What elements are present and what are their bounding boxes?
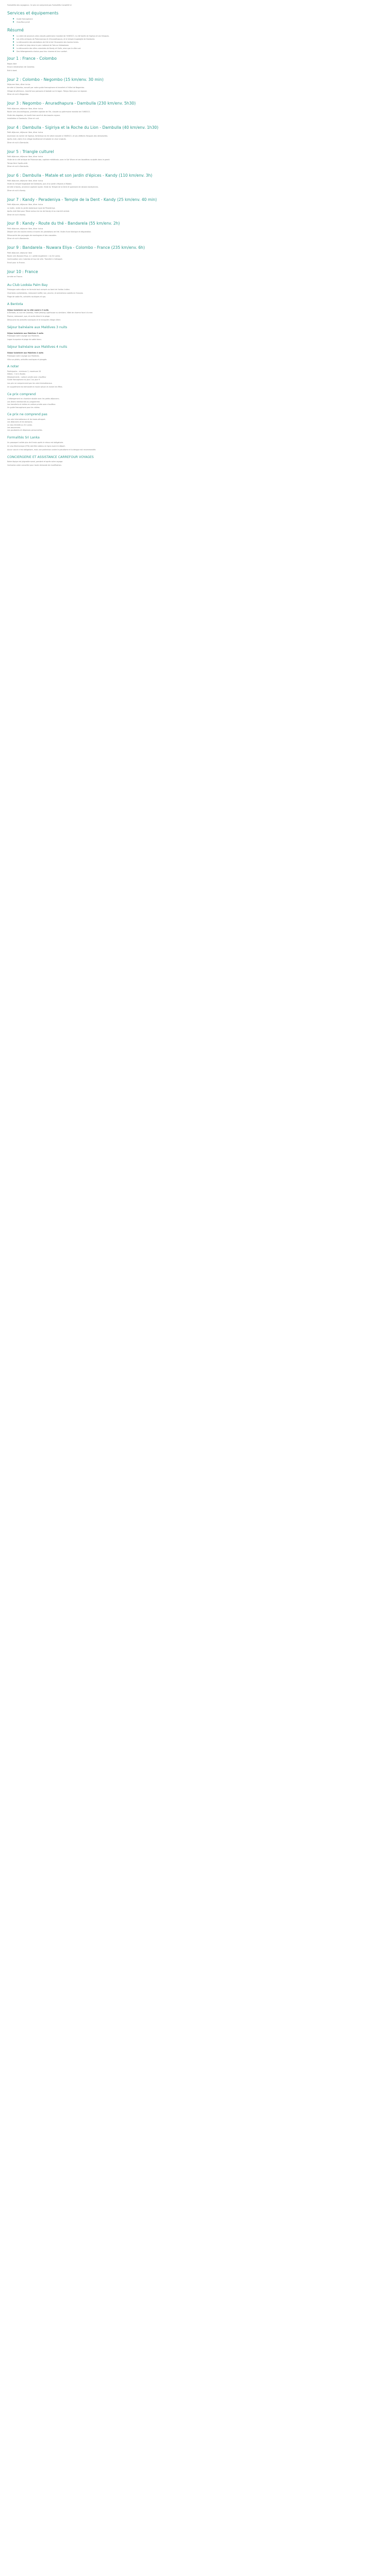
day-title: Jour 5 : Triangle culturel [7, 149, 54, 154]
list-item: Le visa d'entrée au Sri Lanka. [7, 423, 32, 426]
day-text: Arrivée à Colombo, accueil par notre guide francophone et transfert à l'hôtel de Negombo. [7, 87, 85, 89]
day-text: Dîner et nuit à Dambulla. [7, 165, 29, 168]
list-item: Les déjeuners et les boissons. [7, 421, 33, 423]
maldives-section-2 [7, 345, 384, 361]
contact-title: CONCIERGERIE ET ASSISTANCE CARREFOUR VOYAGES [7, 455, 94, 459]
day-text: Visite des dagobas, du bodhi tree sacré et des bassins royaux. [7, 114, 61, 116]
meals-text: Déjeuner libre, dîner inclus [7, 83, 30, 86]
day-block [7, 77, 384, 96]
meals-text: Petit déjeuner, déjeuner libre, dîner inclus [7, 179, 43, 182]
extension-section [7, 302, 384, 321]
extension-text: Piscine, restaurant, spa, et accès direct à la plage. [7, 315, 51, 318]
services-list [7, 18, 384, 24]
day-text: Après-midi libre pour flâner autour du lac de Kandy et au marché central. [7, 210, 70, 213]
day-title: Jour 6 : Dambulla - Matale et son jardin d'épices - Kandy (110 km/env. 3h) [7, 173, 153, 178]
day-text: Après-midi, visite d'un village traditionnel et balade en char à bœufs. [7, 138, 67, 141]
meals-text: Petit déjeuner, déjeuner libre, dîner inclus [7, 204, 43, 206]
description-list [7, 35, 384, 53]
contact-section [7, 455, 384, 467]
day-block [7, 56, 384, 72]
notes-list [7, 370, 384, 381]
day-text: Le matin, visite du jardin botanique royal de Peradeniya. [7, 207, 56, 209]
day-block [7, 125, 384, 144]
meals-text: Petit déjeuner, déjeuner libre [7, 251, 32, 254]
list-item: Un guide francophone pour les visites. [7, 406, 40, 409]
list-item: L'hébergement en chambre double avec les petits déjeuners. [7, 398, 60, 400]
page [0, 0, 391, 474]
meals-text: Petit déjeuner, déjeuner libre, dîner inclus [7, 107, 43, 110]
day-text: Temps libre l'après-midi. [7, 162, 28, 164]
list-item: ■ Guide francophone [17, 18, 384, 21]
excludes-section [7, 412, 384, 432]
services-title: Services et équipements [7, 10, 59, 15]
list-item: Participants : minimum 2, maximum 20 [7, 370, 41, 372]
meals-text: Petit déjeuner, déjeuner libre, dîner inclus [7, 155, 43, 158]
day-text: Envol pour la France. [7, 261, 25, 264]
day-title: Jour 2 : Colombo - Negombo (15 km/env. 30 min) [7, 77, 104, 82]
day-text: Dîner et nuit à Dambulla. [7, 141, 29, 144]
description-title: Résumé [7, 27, 24, 32]
list-item: ■ La découverte des villes coloniales de Kandy et Galle, ainsi que la côte sud. [17, 47, 384, 50]
list-item: ■ Le safari en Jeep dans le parc national de Yala ou Udawalawe. [17, 44, 384, 47]
extension-title: A Bentota [7, 302, 23, 307]
day-block [7, 221, 384, 240]
day-block [7, 149, 384, 168]
contact-text: Notre équipe est joignable avant, pendant et après votre voyage. [7, 460, 63, 463]
day-text: Visite de la cité antique de Polonnaruwa, capitale médiévale, avec le Gal Vihara et ses bouddhas sculptés dans le granit. [7, 159, 110, 161]
day-text: Dîner et nuit à Negombo. [7, 93, 29, 96]
notes-text: Les prix ne comprennent pas les vols internationaux. [7, 382, 53, 385]
list-item: ■ Les cités antiques de Polonnaruwa et d'Anuradhapura, et le temple troglodyte de Dambulla. [17, 38, 384, 41]
notes-title: A noter [7, 365, 19, 369]
list-item: Les transferts et visites en voiture privée avec chauffeur. [7, 403, 56, 406]
day-text: Arrivée à Kandy, ancienne capitale royale. Visite du Temple de la Dent et spectacle de danses kandyennes. [7, 186, 99, 189]
notes-section [7, 364, 384, 388]
day-title: Jour 10 : France [7, 269, 38, 274]
list-item: Les pourboires et dépenses personnelles. [7, 429, 43, 432]
contact-text: Contactez votre conseiller pour toute demande de modification. [7, 464, 62, 466]
hotel-text: Chambres confortables, restaurant buffet, bar, piscine, et animations Lookéa en français. [7, 292, 84, 295]
extension-text: Découvrez les activités nautiques et le tranquille village côtier. [7, 319, 61, 321]
maldives-section-1 [7, 325, 384, 341]
hotel-title: Au Club Lookéa Palm Bay [7, 283, 48, 287]
list-item: Hôtels : 3 et 4 étoiles [7, 373, 26, 376]
day-title: Jour 1 : France - Colombo [7, 56, 57, 61]
meals-text: Petit déjeuner, déjeuner libre, dîner inclus [7, 227, 43, 230]
formalities-text: Aucun vaccin n'est obligatoire, mais une protection contre le paludisme et la dengue est recommandée. [7, 448, 96, 451]
meals-text: Petit déjeuner, déjeuner libre, dîner inclus [7, 131, 43, 134]
maldives-title: Séjour balnéaire aux Maldives 4 nuits [7, 345, 68, 349]
day-text: Dîner et nuit à Kandy. [7, 189, 26, 192]
day-text: Découverte des paysages de montagnes et des cascades. [7, 234, 57, 236]
maldives-text: Prolongez votre voyage aux Maldives. [7, 354, 40, 357]
day-title: Jour 8 : Kandy - Route du thé - Bandarela (55 km/env. 2h) [7, 221, 120, 226]
itinerary [7, 56, 384, 278]
day-block [7, 100, 384, 120]
day-block [7, 197, 384, 216]
day-text: Nuit à bord. [7, 69, 18, 72]
day-title: Jour 7 : Kandy - Peradeniya - Temple de la Dent - Kandy (25 km/env. 40 min) [7, 197, 157, 202]
list-item: Les assurances. [7, 427, 21, 429]
includes-title: Ce prix comprend [7, 392, 36, 396]
day-block [7, 173, 384, 192]
includes-list [7, 398, 384, 409]
formalities-text: Un visa électronique (ETA) doit être obtenu en ligne avant le départ. [7, 445, 66, 447]
day-text: Ascension du rocher de Sigiriya, forteresse du Ve siècle classée à l'UNESCO, et ses célèbres fresques des demoiselles. [7, 134, 108, 137]
maldives-text: Prolongez votre voyage aux Maldives. [7, 335, 40, 337]
day-text: Visite du temple troglodyte de Dambulla, puis d'un jardin d'épices à Matale. [7, 183, 72, 185]
maldives-subtitle: Séjour balnéaire aux Maldives 4 nuits [7, 351, 44, 354]
day-text: Envol à destination de Colombo. [7, 66, 35, 69]
maldives-subtitle: Séjour balnéaire aux Maldives 3 nuits [7, 332, 44, 334]
maldives-text: Lagon turquoise et plage de sable blanc. [7, 338, 42, 341]
list-item: Déplacements : voiture privée avec chauffeur [7, 376, 46, 378]
excludes-title: Ce prix ne comprend pas [7, 413, 47, 417]
day-block [7, 245, 384, 264]
maldives-title: Séjour balnéaire aux Maldives 3 nuits [7, 326, 68, 330]
hotel-text: Plage de sable fin, activités nautiques et spa. [7, 296, 46, 298]
meals-text: Repas libre [7, 62, 17, 65]
formalities-title: Formalités Sri Lanka [7, 436, 40, 440]
maldives-text: Villa sur pilotis, activités nautiques et plongée. [7, 358, 47, 361]
hotel-section [7, 283, 384, 298]
day-text: Dîner et nuit à Kandy. [7, 213, 26, 216]
extension-text: À Bentota, au sud de Colombo, Hotel Jetwing Lighthouse ou similaire, hôtel de charme face à la mer. [7, 312, 93, 314]
day-text: Route vers Nuwara Eliya, la « petite Angleterre » du Sri Lanka. [7, 255, 61, 257]
day-text: Arrivée en France. [7, 276, 23, 278]
excludes-list [7, 418, 384, 432]
day-title: Jour 4 : Dambulla - Sigiriya et la Roche du Lion - Dambulla (40 km/env. 1h30) [7, 125, 159, 130]
formalities-text: Un passeport valide plus de 6 mois après le retour est obligatoire. [7, 441, 64, 444]
list-item: ■ La découverte des plantations de thé et de l'économie des hautes terres. [17, 41, 384, 44]
list-item: Guide francophone du Jour 2 au Jour 9 [7, 379, 40, 381]
list-item: Les vols internationaux et les taxes aéroport. [7, 418, 46, 420]
day-text: Installation à Dambulla. Dîner et nuit. [7, 117, 40, 120]
day-title: Jour 9 : Bandarela - Nuwara Eliya - Colombo - France (235 km/env. 6h) [7, 245, 145, 250]
day-block [7, 269, 384, 278]
day-text: Route vers Anuradhapura, première capitale de l'île, classée au patrimoine mondial de l'UNESCO. [7, 111, 91, 113]
formalities-section [7, 435, 384, 451]
list-item: ■ Des hébergements choisis pour leur charme et leur confort. [17, 50, 384, 53]
day-title: Jour 3 : Negombo - Anuradhapura - Dambulla (230 km/env. 5h30) [7, 101, 136, 106]
intro-text: Formalités des voyageurs. Ce prix ne comprend pas Formalités Conseillé Ici [7, 4, 72, 6]
list-item: Les dîners mentionnés au programme. [7, 400, 40, 403]
day-text: Dîner et nuit à Bandarela. [7, 238, 29, 240]
list-item: ■ La visite de plusieurs sites classés patrimoine mondial de l'UNESCO, la cité dorée de Sigiriya et ses fresques. [17, 35, 384, 38]
day-text: Continuation vers Colombo et tour de ville. Transfert à l'aéroport. [7, 258, 63, 261]
extension-subtitle: Séjour balnéaire sur la côte ouest à 3 nuits [7, 309, 49, 311]
list-item: ■ Chauffeur privé [17, 21, 384, 24]
includes-section [7, 392, 384, 409]
day-text: Village de pêcheurs, marché aux poissons et balade sur le lagon. Temps libre pour se reposer. [7, 90, 88, 92]
day-text: Départ vers les hautes terres à travers les plantations de thé. Visite d'une fabrique et dégustation. [7, 231, 92, 233]
notes-text: Un supplément est demandé en haute saison et durant les fêtes. [7, 385, 63, 388]
hotel-text: Prolongez votre séjour en formule tout compris au bord de l'océan Indien. [7, 289, 70, 291]
